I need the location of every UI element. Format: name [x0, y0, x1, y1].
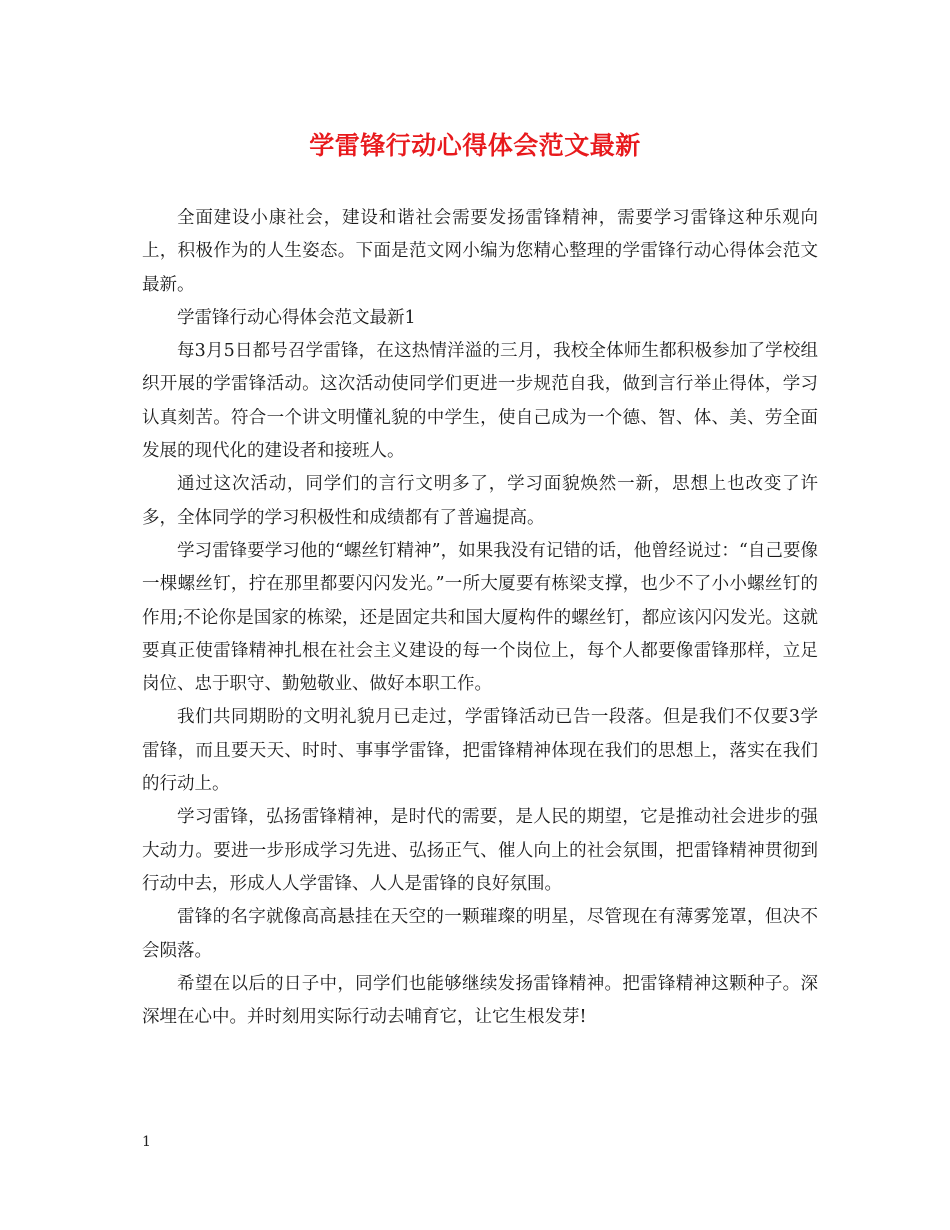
document-title: 学雷锋行动心得体会范文最新: [309, 131, 641, 160]
paragraph: 每3月5日都号召学雷锋，在这热情洋溢的三月，我校全体师生都积极参加了学校组织开展的学雷锋活动。这次活动使同学们更进一步规范自我，做到言行举止得体，学习认真刻苦。符合一个讲文明懂礼貌的中学生，使自己成为一个德、智、体、美、劳全面发展的现代化的建设者和接班人。: [142, 341, 818, 462]
paragraph: 雷锋的名字就像高高悬挂在天空的一颗璀璨的明星，尽管现在有薄雾笼罩，但决不会陨落。: [142, 907, 818, 961]
paragraph: 学习雷锋，弘扬雷锋精神，是时代的需要，是人民的期望，它是推动社会进步的强大动力。要进一步形成学习先进、弘扬正气、催人向上的社会氛围，把雷锋精神贯彻到行动中去，形成人人学雷锋、人人是雷锋的良好氛围。: [142, 807, 818, 894]
document-body: [142, 202, 818, 1034]
paragraph: 我们共同期盼的文明礼貌月已走过，学雷锋活动已告一段落。但是我们不仅要3学雷锋，而且要天天、时时、事事学雷锋，把雷锋精神体现在我们的思想上，落实在我们的行动上。: [142, 707, 818, 795]
paragraph: 通过这次活动，同学们的言行文明多了，学习面貌焕然一新，思想上也改变了许多，全体同学的学习积极性和成绩都有了普遍提高。: [142, 474, 818, 528]
section-heading: 学雷锋行动心得体会范文最新1: [177, 307, 416, 328]
paragraph-intro: 全面建设小康社会，建设和谐社会需要发扬雷锋精神，需要学习雷锋这种乐观向上，积极作为的人生姿态。下面是范文网小编为您精心整理的学雷锋行动心得体会范文最新。: [142, 208, 818, 295]
paragraph: 学习雷锋要学习他的“螺丝钉精神”，如果我没有记错的话，他曾经说过：“自己要像一棵螺丝钉，拧在那里都要闪闪发光。”一所大厦要有栋梁支撑，也少不了小小螺丝钉的作用;不论你是国家的栋梁，还是固定共和国大厦构件的螺丝钉，都应该闪闪发光。这就要真正使雷锋精神扎根在社会主义建设的每一个岗位上，每个人都要像雷锋那样，立足岗位、忠于职守、勤勉敬业、做好本职工作。: [142, 540, 818, 695]
page-number: 1: [142, 1134, 151, 1150]
paragraph: 希望在以后的日子中，同学们也能够继续发扬雷锋精神。把雷锋精神这颗种子。深深埋在心中。并时刻用实际行动去哺育它，让它生根发芽!: [142, 973, 818, 1028]
